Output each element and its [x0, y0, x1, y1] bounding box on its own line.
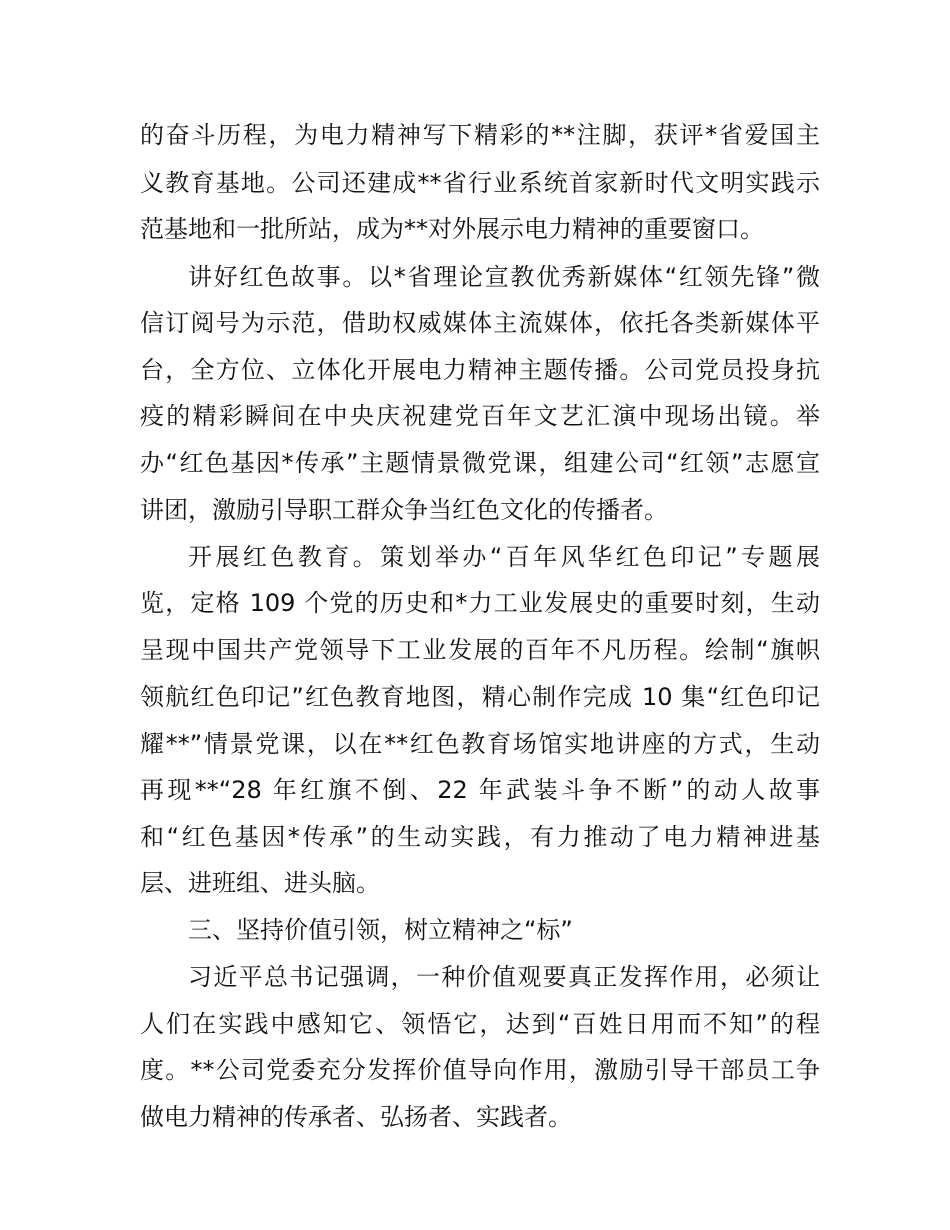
paragraph-2-line-2: 信订阅号为示范，借助权威媒体主流媒体，依托各类新媒体平 [140, 309, 820, 337]
paragraph-4-line-3: 度。**公司党委充分发挥价值导向作用，激励引导干部员工争 [140, 1056, 820, 1084]
paragraph-3-line-5: 耀**”情景党课，以在**红色教育场馆实地讲座的方式，生动 [140, 730, 820, 758]
paragraph-3-line-3: 呈现中国共产党领导下工业发展的百年不凡历程。绘制“旗帜 [140, 636, 820, 664]
paragraph-2-line-4: 疫的精彩瞬间在中央庆祝建党百年文艺汇演中现场出镜。举 [140, 402, 820, 430]
paragraph-1-line-1: 的奋斗历程，为电力精神写下精彩的**注脚，获评*省爱国主 [140, 121, 820, 149]
paragraph-3-line-4: 领航红色印记”红色教育地图，精心制作完成 10 集“红色印记 [140, 683, 820, 711]
paragraph-3-line-6: 再现**“28 年红旗不倒、22 年武装斗争不断”的动人故事 [140, 776, 820, 804]
paragraph-4-line-2: 人们在实践中感知它、领悟它，达到“百姓日用而不知”的程 [140, 1010, 820, 1038]
paragraph-4-line-4: 做电力精神的传承者、弘扬者、实践者。 [140, 1103, 572, 1131]
paragraph-2-line-3: 台，全方位、立体化开展电力精神主题传播。公司党员投身抗 [140, 356, 820, 384]
paragraph-3-line-2: 览，定格 109 个党的历史和*力工业发展史的重要时刻，生动 [140, 589, 820, 617]
paragraph-3-line-7: 和“红色基因*传承”的生动实践，有力推动了电力精神进基 [140, 823, 820, 851]
paragraph-1-line-3: 范基地和一批所站，成为**对外展示电力精神的重要窗口。 [140, 215, 764, 243]
paragraph-2-line-5: 办“红色基因*传承”主题情景微党课，组建公司“红领”志愿宣 [140, 449, 820, 477]
paragraph-2-line-6: 讲团，激励引导职工群众争当红色文化的传播者。 [140, 496, 668, 524]
paragraph-2-line-1: 讲好红色故事。以*省理论宣教优秀新媒体“红领先锋”微 [188, 263, 820, 291]
paragraph-3-line-8: 层、进班组、进头脑。 [140, 869, 380, 897]
paragraph-1-line-2: 义教育基地。公司还建成**省行业系统首家新时代文明实践示 [140, 169, 820, 197]
paragraph-3-line-1: 开展红色教育。策划举办“百年风华红色印记”专题展 [188, 543, 820, 571]
section-heading: 三、坚持价值引领，树立精神之“标” [188, 916, 573, 944]
paragraph-4-line-1: 习近平总书记强调，一种价值观要真正发挥作用，必须让 [188, 963, 820, 991]
